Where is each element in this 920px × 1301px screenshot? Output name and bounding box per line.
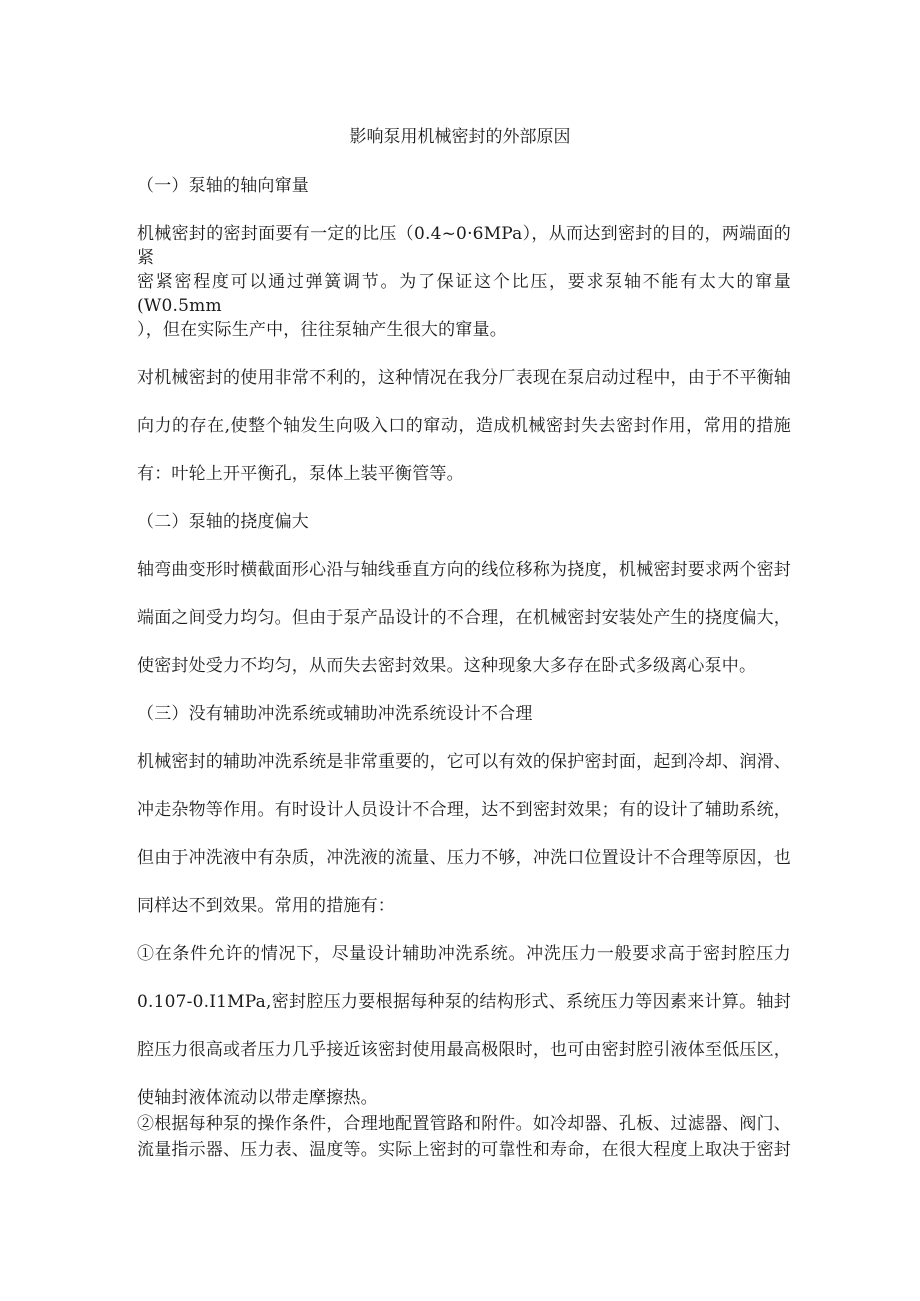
section-heading: （一）泵轴的轴向窜量 <box>137 176 309 196</box>
paragraph-line: 机械密封的辅助冲洗系统是非常重要的，它可以有效的保护密封面，起到冷却、润滑、 <box>137 752 791 772</box>
paragraph-line: 对机械密封的使用非常不利的，这种情况在我分厂表现在泵启动过程中，由于不平衡轴 <box>137 368 791 388</box>
paragraph-line: ②根据每种泵的操作条件，合理地配置管路和附件。如冷却器、孔板、过滤器、阀门、 <box>137 1114 791 1134</box>
paragraph-line: 0.107-0.I1MPa,密封腔压力要根据每种泵的结构形式、系统压力等因素来计算。轴封 <box>137 992 791 1012</box>
paragraph-line: ①在条件允许的情况下，尽量设计辅助冲洗系统。冲洗压力一般要求高于密封腔压力 <box>137 944 791 964</box>
paragraph-line: 机械密封的密封面要有一定的比压（0.4~0·6MPa），从而达到密封的目的，两端面的紧 <box>137 224 791 268</box>
paragraph-line: 使密封处受力不均匀，从而失去密封效果。这种现象大多存在卧式多级离心泵中。 <box>137 656 757 676</box>
paragraph-line: 腔压力很高或者压力几乎接近该密封使用最高极限时，也可由密封腔引液体至低压区， <box>137 1040 791 1060</box>
section-heading: （二）泵轴的挠度偏大 <box>137 512 309 532</box>
paragraph-line: 端面之间受力均匀。但由于泵产品设计的不合理，在机械密封安装处产生的挠度偏大， <box>137 608 791 628</box>
section-heading: （三）没有辅助冲洗系统或辅助冲洗系统设计不合理 <box>137 704 533 724</box>
paragraph-line: 向力的存在,使整个轴发生向吸入口的窜动，造成机械密封失去密封作用，常用的措施 <box>137 416 791 436</box>
paragraph-line: 密紧密程度可以通过弹簧调节。为了保证这个比压，要求泵轴不能有太大的窜量(W0.5mm <box>137 272 791 316</box>
paragraph-line: 同样达不到效果。常用的措施有： <box>137 896 395 916</box>
paragraph-line: 流量指示器、压力表、温度等。实际上密封的可靠性和寿命，在很大程度上取决于密封 <box>137 1140 791 1160</box>
paragraph-line: ），但在实际生产中，往往泵轴产生很大的窜量。 <box>137 320 507 340</box>
paragraph-line: 轴弯曲变形时横截面形心沿与轴线垂直方向的线位移称为挠度，机械密封要求两个密封 <box>137 560 791 580</box>
paragraph-line: 有：叶轮上开平衡孔，泵体上装平衡管等。 <box>137 464 464 484</box>
paragraph-line: 使轴封液体流动以带走摩擦热。 <box>137 1088 378 1108</box>
document-title: 影响泵用机械密封的外部原因 <box>349 127 571 147</box>
paragraph-line: 冲走杂物等作用。有时设计人员设计不合理，达不到密封效果；有的设计了辅助系统， <box>137 800 791 820</box>
paragraph-line: 但由于冲洗液中有杂质，冲洗液的流量、压力不够，冲洗口位置设计不合理等原因，也 <box>137 848 791 868</box>
